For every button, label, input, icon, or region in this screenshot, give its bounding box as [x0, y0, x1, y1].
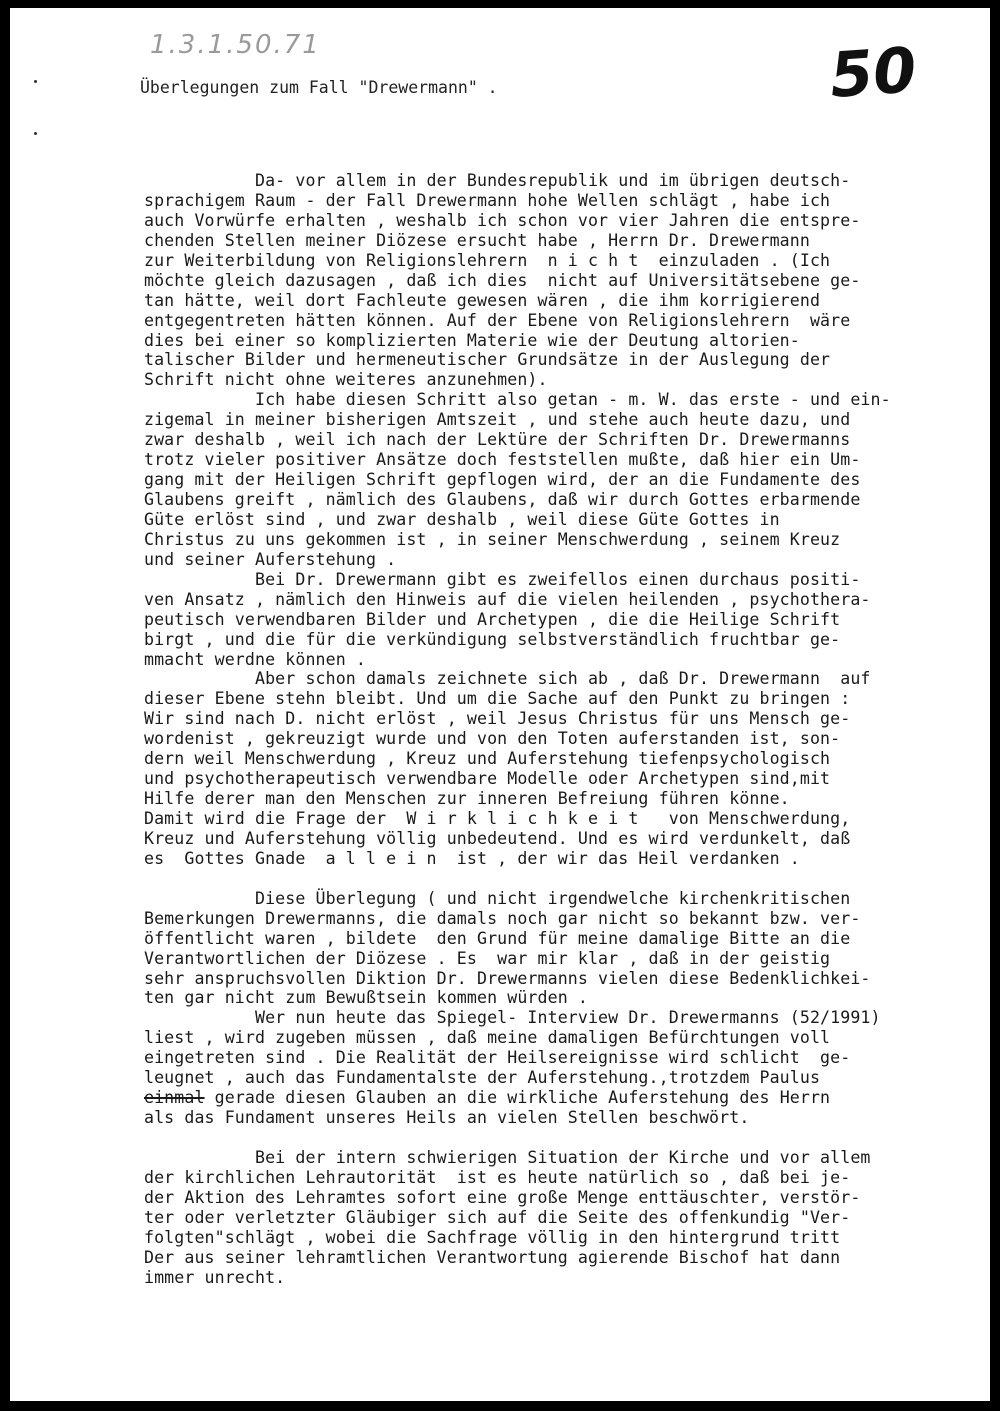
- text-line: als das Fundament unseres Heils an vielen Stellen beschwört.: [144, 1108, 750, 1128]
- text-line: dern weil Menschwerdung , Kreuz und Auferstehung tiefenpsychologisch: [144, 749, 831, 769]
- struck-out-word: einmal: [144, 1088, 205, 1108]
- handwritten-page-number: 50: [827, 33, 919, 112]
- text-line: Hilfe derer man den Menschen zur inneren Befreiung führen könne.: [144, 789, 790, 809]
- text-line: talischer Bilder und hermeneutischer Grundsätze in der Auslegung der: [144, 350, 831, 370]
- text-line: gang mit der Heiligen Schrift gepflogen wird, der an die Fundamente des: [144, 470, 861, 490]
- punch-mark: [34, 80, 37, 83]
- text-line: dies bei einer so komplizierten Materie wie der Deutung altorien-: [144, 330, 800, 350]
- text-line: der kirchlichen Lehrautorität ist es heute natürlich so , daß bei je-: [144, 1167, 851, 1187]
- text-line: Wer nun heute das Spiegel- Interview Dr. Drewermanns (52/1991): [144, 1008, 881, 1028]
- text-line: zwar deshalb , weil ich nach der Lektüre der Schriften Dr. Drewermanns: [144, 430, 851, 450]
- handwritten-archive-note: 1.3.1.50.71: [150, 30, 321, 60]
- text-line: öffentlicht waren , bildete den Grund für meine damalige Bitte an die: [144, 928, 851, 948]
- text-line: folgten"schlägt , wobei die Sachfrage völlig in den hintergrund tritt: [144, 1227, 841, 1247]
- text-line: dieser Ebene stehn bleibt. Und um die Sache auf den Punkt zu bringen :: [144, 689, 851, 709]
- text-line: liest , wird zugeben müssen , daß meine damaligen Befürchtungen voll: [144, 1028, 831, 1048]
- text-line: es Gottes Gnade a l l e i n ist , der wir das Heil verdanken .: [144, 848, 800, 868]
- text-line: Ich habe diesen Schritt also getan - m. W. das erste - und ein-: [144, 390, 891, 410]
- text-line: entgegentreten hätten können. Auf der Ebene von Religionslehrern wäre: [144, 310, 851, 330]
- text-line: zur Weiterbildung von Religionslehrern n i c h t einzuladen . (Ich: [144, 250, 831, 270]
- document-body: [144, 171, 990, 1288]
- text-line: der Aktion des Lehramtes sofort eine große Menge enttäuschter, verstör-: [144, 1187, 861, 1207]
- text-line: einmal gerade diesen Glauben an die wirkliche Auferstehung des Herrn: [144, 1088, 831, 1108]
- text-line: und seiner Auferstehung .: [144, 549, 397, 569]
- text-line: Damit wird die Frage der W i r k l i c h k e i t von Menschwerdung,: [144, 809, 851, 828]
- text-line: sprachigem Raum - der Fall Drewermann hohe Wellen schlägt , habe ich: [144, 190, 831, 210]
- text-line: Glaubens greift , nämlich des Glaubens, daß wir durch Gottes erbarmende: [144, 490, 861, 509]
- text-line: Diese Überlegung ( und nicht irgendwelche kirchenkritischen: [144, 888, 851, 908]
- punch-mark: [34, 132, 37, 135]
- text-line: chenden Stellen meiner Diözese ersucht habe , Herrn Dr. Drewermann: [144, 230, 810, 250]
- text-line: leugnet , auch das Fundamentalste der Auferstehung.,trotzdem Paulus: [144, 1068, 821, 1088]
- document-page: [10, 8, 990, 1401]
- text-line: Christus zu uns gekommen ist , in seiner Menschwerdung , seinem Kreuz: [144, 529, 841, 549]
- text-line: Verantwortlichen der Diözese . Es war mir klar , daß in der geistig: [144, 948, 831, 968]
- text-line: [144, 1128, 990, 1148]
- text-line: wordenist , gekreuzigt wurde und von den Toten auferstanden ist, son-: [144, 729, 841, 749]
- text-line: peutisch verwendbaren Bilder und Archetypen , die die Heilige Schrift: [144, 609, 841, 629]
- text-line: sehr anspruchsvollen Diktion Dr. Drewermanns vielen diese Bedenklichkei-: [144, 968, 871, 988]
- text-line: eingetreten sind . Die Realität der Heilsereignisse wird schlicht ge-: [144, 1048, 851, 1068]
- text-line: Bemerkungen Drewermanns, die damals noch gar nicht so bekannt bzw. ver-: [144, 908, 861, 928]
- text-line: ven Ansatz , nämlich den Hinweis auf die vielen heilenden , psychothera-: [144, 589, 871, 609]
- text-line: Der aus seiner lehramtlichen Verantwortung agierende Bischof hat dann: [144, 1247, 841, 1267]
- text-line: Güte erlöst sind , und zwar deshalb , weil diese Güte Gottes in: [144, 509, 780, 529]
- text-line: möchte gleich dazusagen , daß ich dies nicht auf Universitätsebene ge-: [144, 270, 861, 290]
- text-line: [144, 869, 990, 889]
- text-line: immer unrecht.: [144, 1267, 286, 1287]
- text-line: Da- vor allem in der Bundesrepublik und im übrigen deutsch-: [144, 171, 851, 190]
- text-line: Aber schon damals zeichnete sich ab , daß Dr. Drewermann auf: [144, 669, 871, 689]
- text-line: birgt , und die für die verkündigung selbstverständlich fruchtbar ge-: [144, 629, 841, 649]
- document-title: Überlegungen zum Fall "Drewermann" .: [140, 78, 498, 97]
- text-line: zigemal in meiner bisherigen Amtszeit , und stehe auch heute dazu, und: [144, 410, 851, 430]
- text-line: trotz vieler positiver Ansätze doch feststellen mußte, daß hier ein Um-: [144, 450, 861, 470]
- text-line: und psychotherapeutisch verwendbare Modelle oder Archetypen sind,mit: [144, 769, 831, 789]
- text-line: tan hätte, weil dort Fachleute gewesen wären , die ihm korrigierend: [144, 290, 821, 310]
- text-line: Schrift nicht ohne weiteres anzunehmen).: [144, 370, 548, 390]
- text-line: mmacht werdne können .: [144, 649, 366, 669]
- text-line: ten gar nicht zum Bewußtsein kommen würden .: [144, 988, 588, 1008]
- text-line: auch Vorwürfe erhalten , weshalb ich schon vor vier Jahren die entspre-: [144, 210, 861, 230]
- text-line: Kreuz und Auferstehung völlig unbedeutend. Und es wird verdunkelt, daß: [144, 828, 851, 848]
- text-line: Wir sind nach D. nicht erlöst , weil Jesus Christus für uns Mensch ge-: [144, 709, 851, 729]
- text-line: Bei der intern schwierigen Situation der Kirche und vor allem: [144, 1147, 871, 1167]
- text-line: Bei Dr. Drewermann gibt es zweifellos einen durchaus positi-: [144, 569, 861, 589]
- text-line: ter oder verletzter Gläubiger sich auf die Seite des offenkundig "Ver-: [144, 1207, 851, 1227]
